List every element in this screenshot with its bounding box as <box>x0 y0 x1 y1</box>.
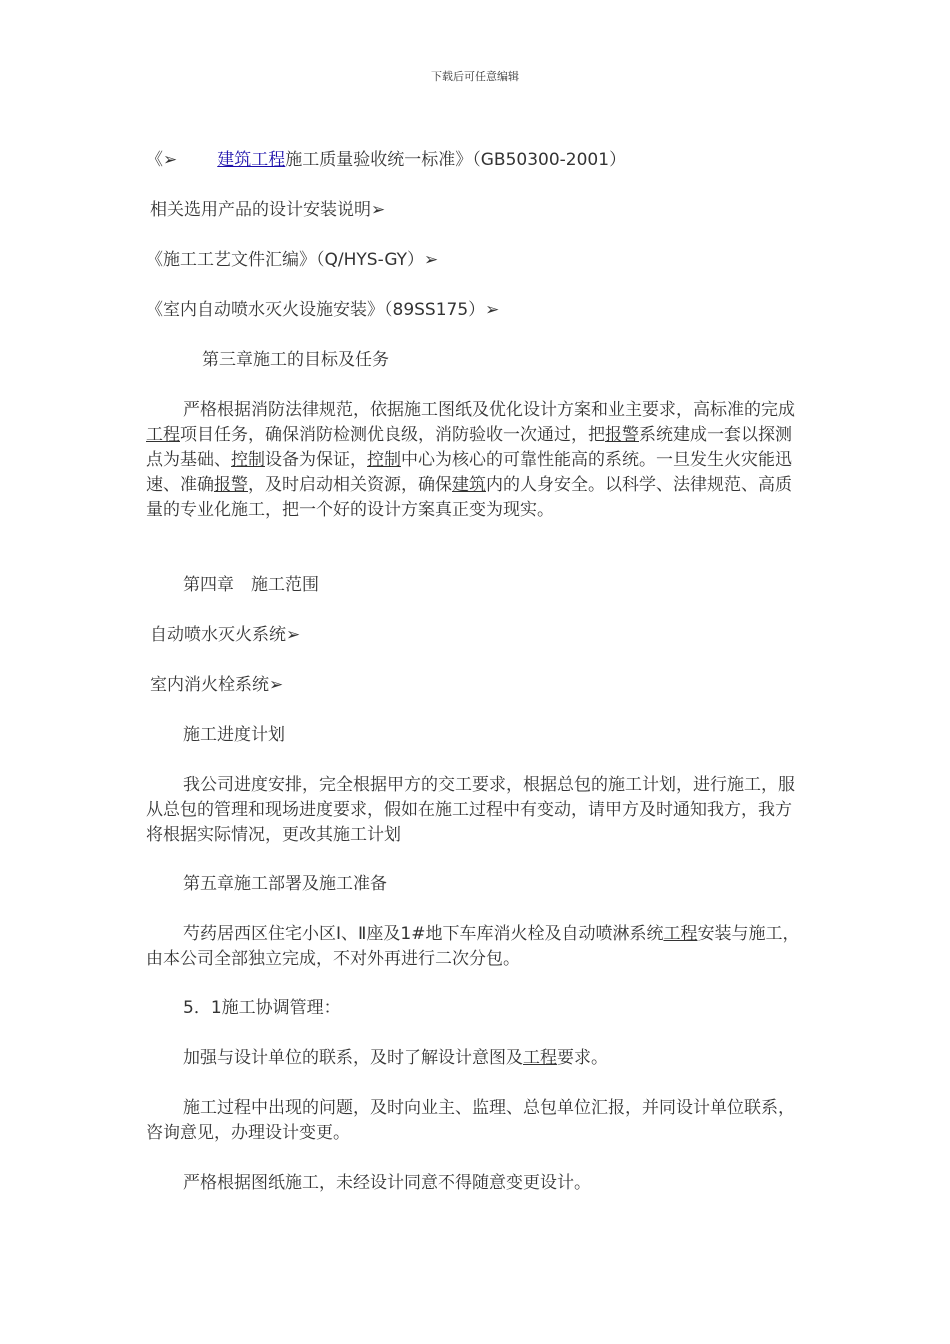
link-engineering[interactable]: 工程 <box>523 1048 557 1068</box>
reference-code: 89SS175 <box>392 300 469 320</box>
reference-close: ）➢ <box>407 250 439 270</box>
chapter-4-title: 第四章 施工范围 <box>183 575 319 595</box>
text-segment: 加强与设计单位的联系，及时了解设计意图及 <box>183 1048 523 1068</box>
coordination-item-2: 施工过程中出现的问题，及时向业主、监理、总包单位汇报，并同设计单位联系，咨询意见，办理设计变更。 <box>146 1098 795 1143</box>
text-segment: 座及 <box>366 924 401 944</box>
page-header: 下载后可任意编辑 <box>431 70 519 83</box>
schedule-paragraph: 我公司进度安排，完全根据甲方的交工要求，根据总包的施工计划，进行施工，服从总包的管理和现场进度要求，假如在施工过程中有变动，请甲方及时通知我方，我方将根据实际情况，更改其施工计划 <box>146 775 795 845</box>
link-engineering[interactable]: 工程 <box>146 425 180 445</box>
link-control[interactable]: 控制 <box>231 450 265 470</box>
text-segment: 设备为保证， <box>265 450 367 470</box>
text-segment: 要求。 <box>557 1048 608 1068</box>
reference-gb50300 <box>146 148 806 173</box>
link-engineering[interactable]: 工程 <box>663 924 698 944</box>
link-alarm[interactable]: 报警 <box>214 475 248 495</box>
link-alarm[interactable]: 报警 <box>605 425 639 445</box>
text-segment: 芍药居西区住宅小区 <box>183 924 336 944</box>
reference-code: GB50300-2001 <box>480 150 610 170</box>
reference-title: 《施工工艺文件汇编》（ <box>146 250 325 270</box>
reference-sprinkler-install <box>146 298 806 323</box>
section-title: 施工协调管理： <box>221 998 341 1018</box>
garage-number: 1# <box>400 924 426 944</box>
chapter-5-title: 第五章施工部署及施工准备 <box>183 874 387 894</box>
chapter-3-title: 第三章施工的目标及任务 <box>202 350 389 370</box>
coordination-item-1 <box>146 1046 806 1071</box>
text-segment: 安装与施工，由本公司全部独立完成，不对外再进行二次分包。 <box>146 924 800 969</box>
text-segment: 严格根据消防法律规范，依据施工图纸及优化设计方案和业主要求，高标准的完成 <box>183 400 795 420</box>
text-segment: 项目任务，确保消防检测优良级，消防验收一次通过，把 <box>180 425 605 445</box>
chapter-5-paragraph <box>146 922 806 972</box>
text-segment: 内的人身安全。以科学、法律规范、高质量的专业化施工，把一个好的设计方案真正变为现实。 <box>146 475 792 520</box>
text-segment: 中心为核心的可靠性能高的系统。一旦发生火灾能迅速、准确 <box>146 450 792 495</box>
link-construction-engineering[interactable]: 建筑工程 <box>217 150 286 170</box>
scope-item-sprinkler: 自动喷水灭火系统➢ <box>150 625 301 645</box>
text-segment: 系统建成一套以探测点为基础、 <box>146 425 792 470</box>
building-numbers: Ⅰ、Ⅱ <box>336 924 367 944</box>
reference-title: 《室内自动喷水灭火设施安装》（ <box>146 300 393 320</box>
section-5-1-title <box>146 996 806 1021</box>
reference-code: Q/HYS-GY <box>324 250 408 270</box>
text-segment: ，及时启动相关资源，确保 <box>248 475 452 495</box>
schedule-title: 施工进度计划 <box>183 725 285 745</box>
reference-close: ）➢ <box>468 300 500 320</box>
section-number: 5．1 <box>183 998 222 1018</box>
reference-product-manual: 相关选用产品的设计安装说明➢ <box>150 200 386 220</box>
link-building[interactable]: 建筑 <box>452 475 486 495</box>
reference-close: ） <box>609 150 627 170</box>
reference-open: 《➢ <box>146 150 178 170</box>
text-segment: 地下车库消火栓及自动喷淋系统 <box>425 924 664 944</box>
reference-process-docs <box>146 248 806 273</box>
reference-title: 施工质量验收统一标准》（ <box>285 150 481 170</box>
chapter-3-paragraph <box>146 398 806 523</box>
coordination-item-3: 严格根据图纸施工，未经设计同意不得随意变更设计。 <box>183 1173 591 1193</box>
link-control[interactable]: 控制 <box>367 450 401 470</box>
scope-item-hydrant: 室内消火栓系统➢ <box>150 675 284 695</box>
